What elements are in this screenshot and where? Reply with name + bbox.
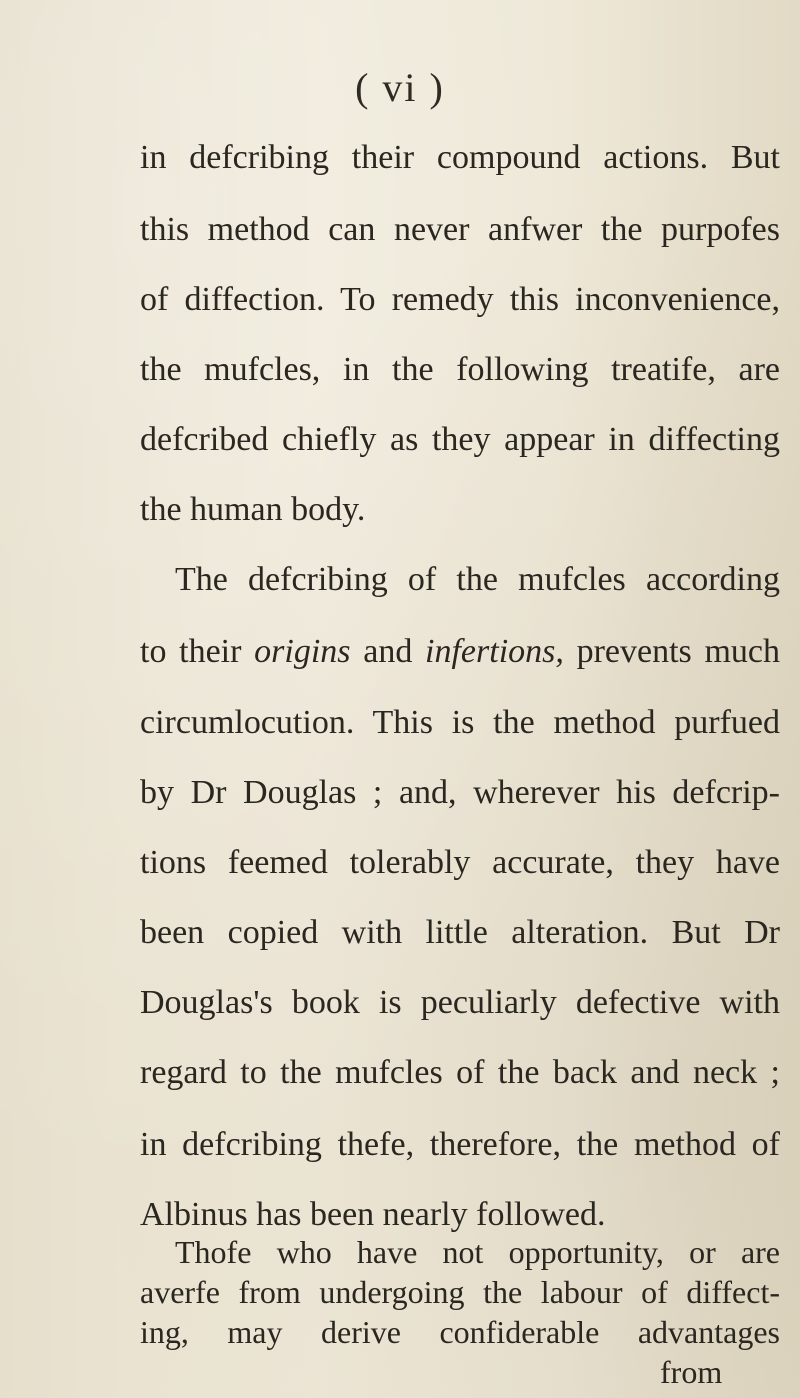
text-line-16: Albinus has been nearly followed. <box>140 1196 606 1233</box>
italic-origins: origins <box>254 633 351 670</box>
text-line-15: in defcribing thefe, therefore, the method of <box>140 1126 780 1163</box>
text-line-17: Thofe who have not opportunity, or are <box>175 1234 780 1270</box>
text-line-8-c: prevents much <box>563 633 780 670</box>
catchword: from <box>660 1354 723 1390</box>
text-line-3: of diffection. To remedy this inconvenience, <box>140 281 780 318</box>
text-line-8-b: and <box>350 633 426 670</box>
text-line-7: The defcribing of the mufcles according <box>175 561 780 598</box>
text-line-14: regard to the mufcles of the back and neck ; <box>140 1054 780 1091</box>
italic-infertions: infertions, <box>425 633 564 670</box>
text-line-2: this method can never anfwer the purpofes <box>140 211 780 248</box>
text-line-11: tions feemed tolerably accurate, they have <box>140 844 780 881</box>
text-line-8 <box>140 632 780 672</box>
text-line-4: the mufcles, in the following treatife, are <box>140 351 780 388</box>
text-line-1: in defcribing their compound actions. But <box>140 139 780 176</box>
text-line-13: Douglas's book is peculiarly defective with <box>140 984 780 1021</box>
text-line-6: the human body. <box>140 491 366 528</box>
text-line-5: defcribed chiefly as they appear in diffecting <box>140 421 780 458</box>
text-line-8-a: to their <box>140 633 255 670</box>
text-line-9: circumlocution. This is the method purfued <box>140 704 780 741</box>
page-number: ( vi ) <box>355 65 445 110</box>
text-line-18: averfe from undergoing the labour of diffect- <box>140 1274 780 1310</box>
text-line-10: by Dr Douglas ; and, wherever his defcrip- <box>140 774 780 811</box>
text-line-19: ing, may derive confiderable advantages <box>140 1314 780 1350</box>
text-line-12: been copied with little alteration. But Dr <box>140 914 780 951</box>
